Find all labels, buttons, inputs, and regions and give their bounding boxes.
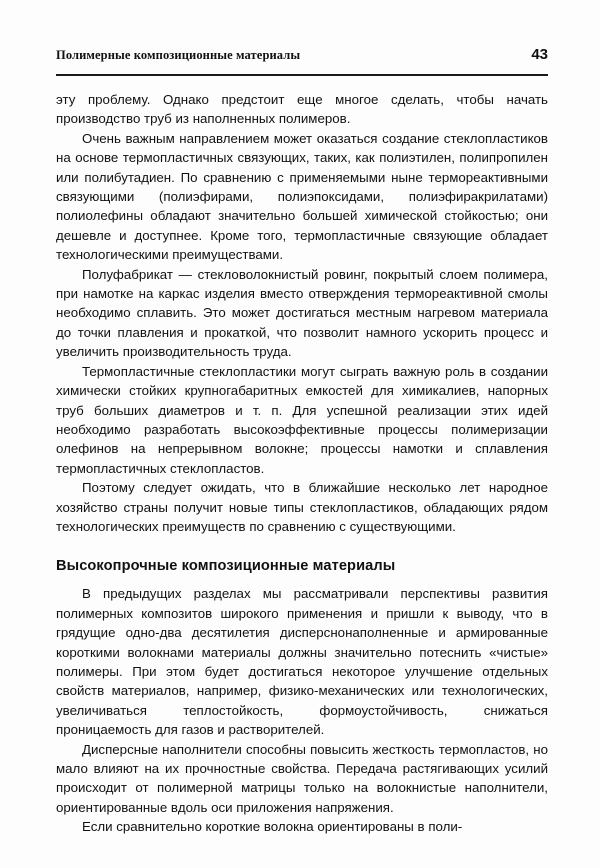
paragraph: Термопластичные стеклопластики могут сыграть важную роль в создании химически стойких крупногабаритных емкостей для химикалиев, напорных труб больших диаметров и т. п. Для успешной реализации этих идей необходимо разработать высокоэффективные процессы полимеризации олефинов на непрерывном волокне; процессы намотки и сплавления термопластичных стеклопластов. bbox=[56, 363, 548, 476]
paragraph: эту проблему. Однако предстоит еще многое сделать, чтобы начать производство труб из наполненных полимеров. bbox=[56, 92, 548, 127]
paragraph: В предыдущих разделах мы рассматривали перспективы развития полимерных композитов широкого применения и пришли к выводу, что в грядущие одно-два десятилетия дисперснонаполненные и армированные короткими волокнами материалы должны значительно потеснить «чистые» полимеры. При этом будет достигаться некоторое улучшение отдельных свойств материалов, например, физико-механических или технологических, увеличиваться теплостойкость, формоустойчивость, снижаться проницаемость для газов и растворителей. bbox=[56, 586, 548, 738]
page-header bbox=[56, 46, 548, 72]
section-heading: Высокопрочные композиционные материалы bbox=[56, 558, 396, 575]
page-body bbox=[56, 90, 548, 844]
paragraph: Поэтому следует ожидать, что в ближайшие несколько лет народное хозяйство страны получит новые типы стеклопластиков, обладающих рядом технологических преимуществ по сравнению с существующими. bbox=[56, 480, 548, 534]
paragraph: Очень важным направлением может оказаться создание стеклопластиков на основе термопластичных связующих, таких, как полиэтилен, полипропилен или полибутадиен. По сравнению с применяемыми ныне термореактивными связующими (полиэфирами, полиэпоксидами, полиэфиракрилатами) полиолефины обладают значительно большей химической стойкостью; они дешевле и доступнее. Кроме того, термопластичные связующие обладает технологическими преимуществами. bbox=[56, 130, 548, 263]
paragraph: Дисперсные наполнители способны повысить жесткость термопластов, но мало влияют на их прочностные свойства. Передача растягивающих усилий происходит от полимерной матрицы только на волокнистые наполнители, ориентированные вдоль оси приложения напряжения. bbox=[56, 741, 548, 815]
paragraph: Если сравнительно короткие волокна ориентированы в поли- bbox=[82, 819, 463, 835]
page-number: 43 bbox=[531, 46, 548, 63]
header-divider bbox=[56, 74, 548, 76]
paragraph: Полуфабрикат — стекловолокнистый ровинг, покрытый слоем полимера, при намотке на каркас изделия вместо отверждения термореактивной смолы необходимо сплавить. Это может достигаться местным нагревом материала до точки плавления и прокаткой, что позволит намного ускорить процесс и увеличить производительность труда. bbox=[56, 266, 548, 360]
running-title: Полимерные композиционные материалы bbox=[56, 48, 301, 62]
